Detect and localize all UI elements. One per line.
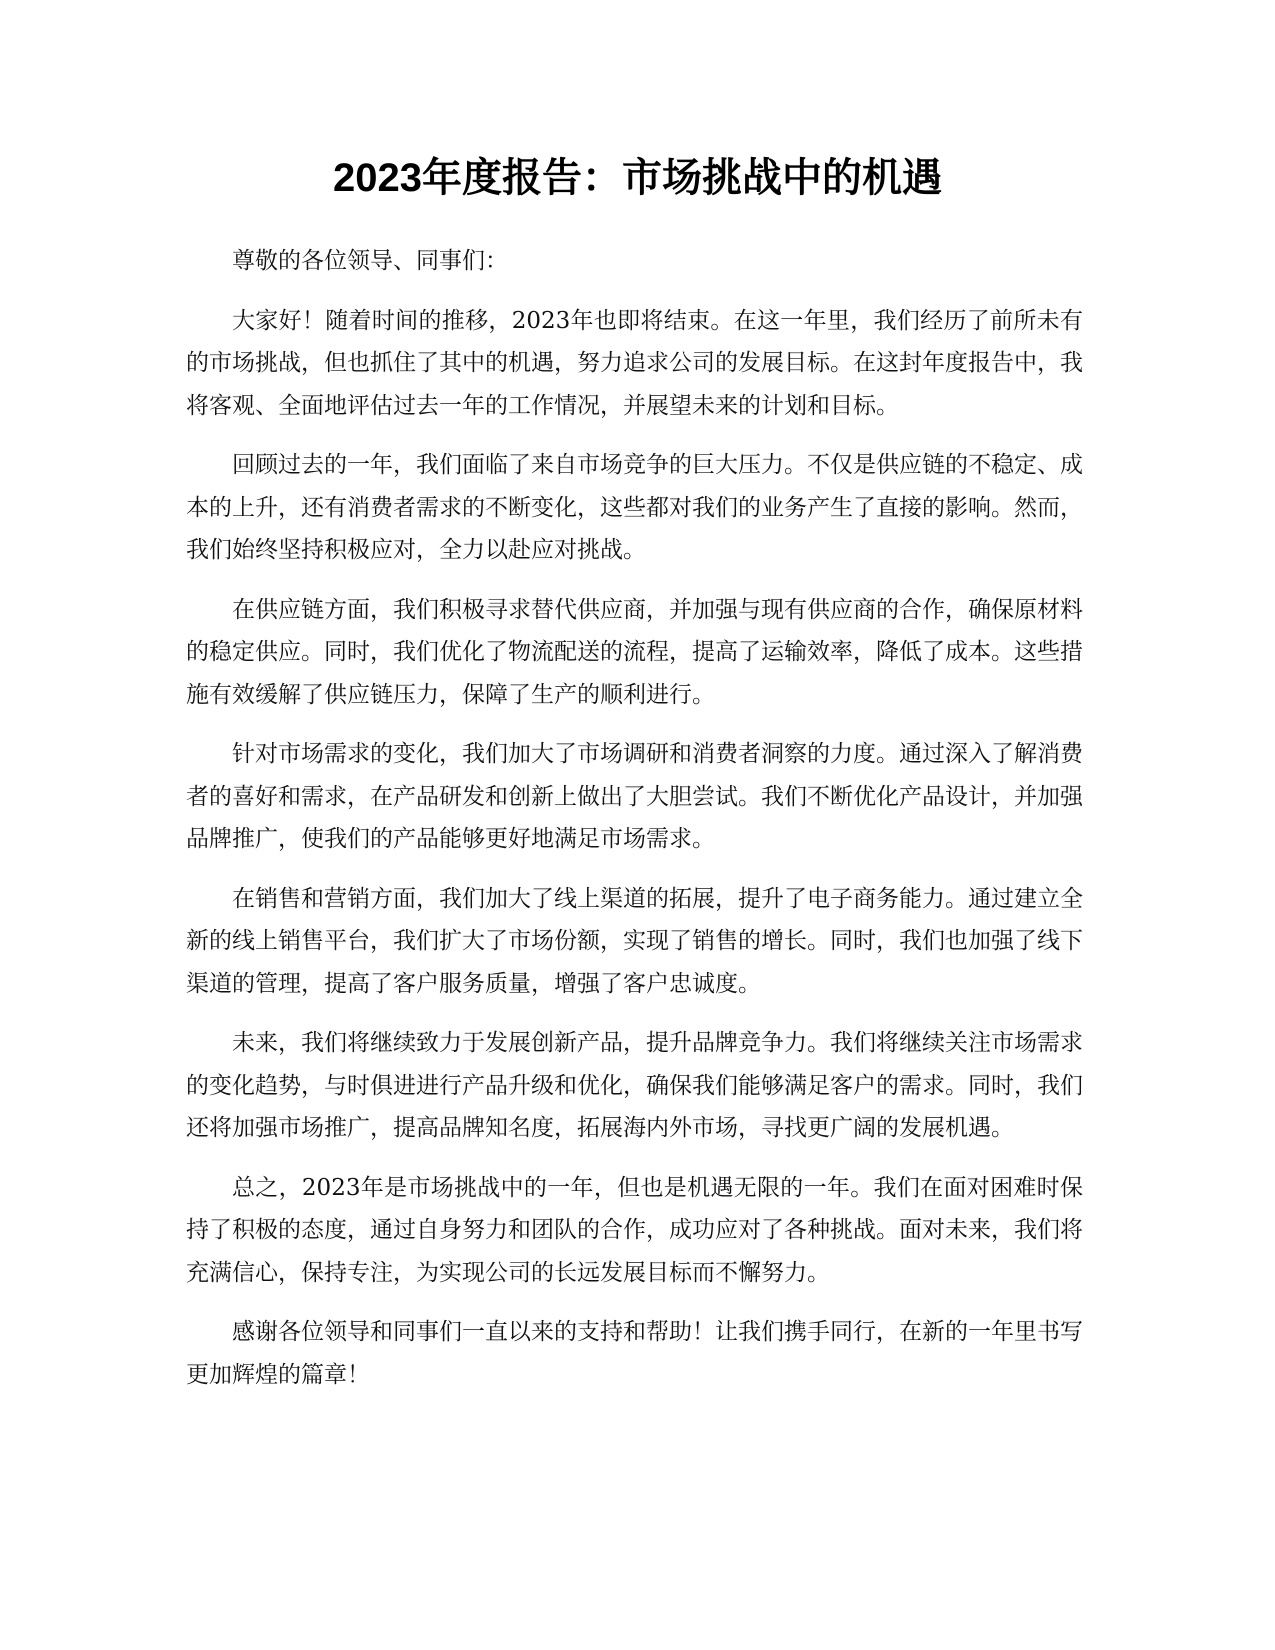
paragraph-review: 回顾过去的一年，我们面临了来自市场竞争的巨大压力。不仅是供应链的不稳定、成本的上升，还有消费者需求的不断变化，这些都对我们的业务产生了直接的影响。然而，我们始终坚持积极应对，全力以赴应对挑战。	[186, 452, 1083, 563]
paragraph-market-demand: 针对市场需求的变化，我们加大了市场调研和消费者洞察的力度。通过深入了解消费者的喜好和需求，在产品研发和创新上做出了大胆尝试。我们不断优化产品设计，并加强品牌推广，使我们的产品能够更好地满足市场需求。	[186, 741, 1083, 852]
paragraph-future: 未来，我们将继续致力于发展创新产品，提升品牌竞争力。我们将继续关注市场需求的变化趋势，与时俱进进行产品升级和优化，确保我们能够满足客户的需求。同时，我们还将加强市场推广，提高品牌知名度，拓展海内外市场，寻找更广阔的发展机遇。	[186, 1030, 1083, 1141]
paragraph-summary: 总之，2023年是市场挑战中的一年，但也是机遇无限的一年。我们在面对困难时保持了积极的态度，通过自身努力和团队的合作，成功应对了各种挑战。面对未来，我们将充满信心，保持专注，为实现公司的长远发展目标而不懈努力。	[186, 1174, 1083, 1286]
paragraph-supply-chain: 在供应链方面，我们积极寻求替代供应商，并加强与现有供应商的合作，确保原材料的稳定供应。同时，我们优化了物流配送的流程，提高了运输效率，降低了成本。这些措施有效缓解了供应链压力，保障了生产的顺利进行。	[186, 596, 1083, 708]
paragraph-thanks: 感谢各位领导和同事们一直以来的支持和帮助！让我们携手同行，在新的一年里书写更加辉煌的篇章！	[186, 1319, 1083, 1388]
paragraph-salutation: 尊敬的各位领导、同事们：	[232, 248, 508, 274]
paragraph-greeting: 大家好！随着时间的推移，2023年也即将结束。在这一年里，我们经历了前所未有的市场挑战，但也抓住了其中的机遇，努力追求公司的发展目标。在这封年度报告中，我将客观、全面地评估过去一年的工作情况，并展望未来的计划和目标。	[186, 307, 1083, 419]
document-body	[186, 240, 1083, 1413]
paragraph-sales-marketing: 在销售和营销方面，我们加大了线上渠道的拓展，提升了电子商务能力。通过建立全新的线上销售平台，我们扩大了市场份额，实现了销售的增长。同时，我们也加强了线下渠道的管理，提高了客户服务质量，增强了客户忠诚度。	[186, 885, 1083, 997]
document-title: 2023年度报告：市场挑战中的机遇	[333, 156, 942, 200]
